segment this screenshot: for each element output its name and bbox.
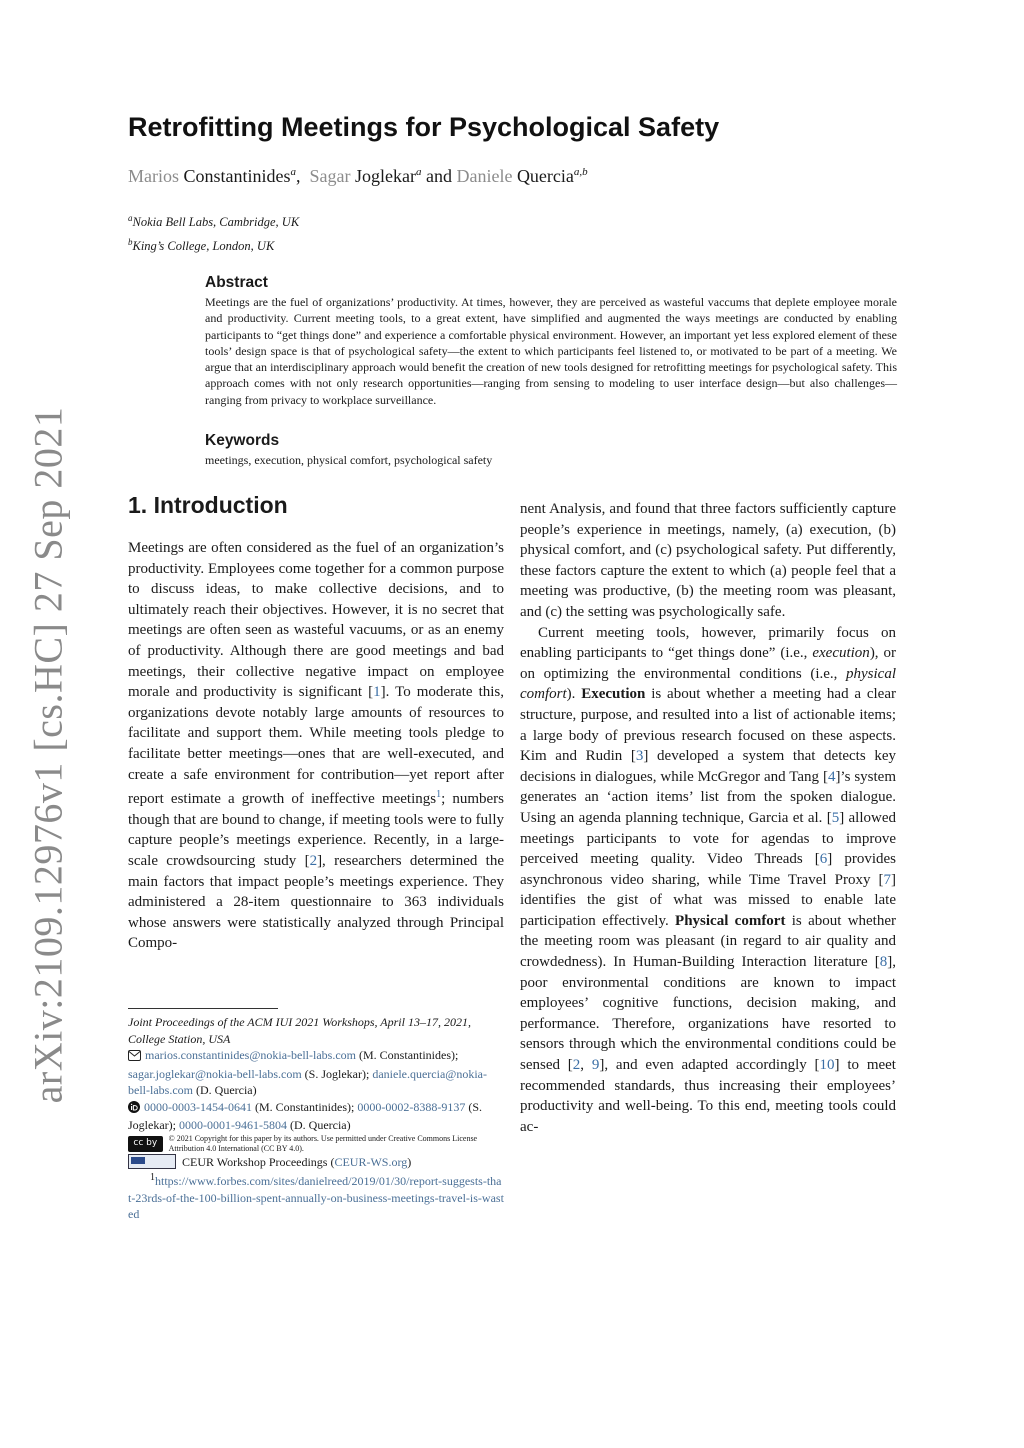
proceedings-note: Joint Proceedings of the ACM IUI 2021 Workshops, April 13–17, 2021, College Station, USA bbox=[128, 1015, 471, 1046]
email-note: marios.constantinides@nokia-bell-labs.com (M. Constantinides); sagar.joglekar@nokia-bell-labs.com (S. Joglekar); daniele.quercia@nokia-bell-labs.com (D. Quercia) bbox=[128, 1048, 487, 1097]
citation-link[interactable]: 3 bbox=[635, 748, 644, 765]
author-1: Marios Constantinides$^a$ bbox=[128, 166, 296, 186]
envelope-icon bbox=[128, 1049, 141, 1066]
ceur-note: CEUR Workshop Proceedings (CEUR-WS.org) bbox=[128, 1154, 504, 1171]
citation-link[interactable]: 2 bbox=[309, 852, 318, 869]
citation-link[interactable]: 6 bbox=[819, 851, 828, 868]
affiliation-list bbox=[128, 208, 299, 256]
abstract-heading: Abstract bbox=[205, 274, 268, 291]
keywords-heading: Keywords bbox=[205, 432, 280, 449]
keywords-text: meetings, execution, physical comfort, psychological safety bbox=[205, 453, 493, 467]
citation-link[interactable]: 9 bbox=[591, 1057, 600, 1074]
orcid-link-constantinides[interactable]: 0000-0003-1454-0641 bbox=[144, 1099, 252, 1114]
forbes-url-link[interactable]: https://www.forbes.com/sites/danielreed/2019/01/30/report-suggests-that-23rds-of-the-100-billion-spent-annually-on-business-meetings-travel-is-wasted bbox=[128, 1174, 504, 1221]
license-note bbox=[128, 1134, 504, 1154]
arxiv-id-label: arXiv:2109.12976v1 [cs.HC] 27 Sep 2021 bbox=[25, 406, 71, 1104]
ceur-link[interactable]: CEUR-WS.org bbox=[334, 1154, 408, 1169]
email-link-quercia[interactable]: daniele.quercia@nokia-bell-labs.com bbox=[128, 1066, 487, 1097]
cc-by-license-badge: cc by bbox=[128, 1136, 163, 1152]
citation-link[interactable]: 1 bbox=[373, 684, 381, 701]
ceur-logo bbox=[128, 1154, 176, 1169]
citation-link[interactable]: 4 bbox=[827, 768, 836, 785]
footnote-divider bbox=[128, 1008, 278, 1009]
orcid-note: 0000-0003-1454-0641 (M. Constantinides); 0000-0002-8388-9137 (S. Joglekar); 0000-0001-9461-5804 (D. Quercia) bbox=[128, 1099, 482, 1132]
orcid-link-joglekar[interactable]: 0000-0002-8388-9137 bbox=[357, 1099, 466, 1114]
author-2: Sagar Joglekar$^a$ bbox=[309, 166, 422, 186]
email-link-joglekar[interactable]: sagar.joglekar@nokia-bell-labs.com bbox=[128, 1066, 302, 1081]
citation-link[interactable]: 8 bbox=[879, 954, 888, 971]
right-column bbox=[520, 499, 896, 1137]
citation-link[interactable]: 7 bbox=[883, 871, 891, 888]
copyright-text: © 2021 Copyright for this paper by its authors. Use permitted under Creative Commons License Attribution 4.0 International (CC BY 4.0). bbox=[168, 1133, 478, 1153]
email-link-constantinides[interactable]: marios.constantinides@nokia-bell-labs.com bbox=[145, 1048, 357, 1062]
orcid-icon bbox=[128, 1101, 140, 1118]
introduction-heading: 1. Introduction bbox=[128, 492, 288, 518]
abstract-text: Meetings are the fuel of organizations’ productivity. At times, however, they are perceived as wasteful vaccums that deplete employee morale and productivity. Current meeting tools, to a great extent, have simplified and augmented the ways meetings are conducted by enabling participants to “get things done” and experience a comfortable physical environment. However, an important yet less explored element of these tools’ design space is that of psychological safety—the extent to which participants feel listened to, or motivated to be part of a meeting. We argue that an interdisciplinary approach would benefit the creation of new tools designed for retrofitting meetings for psychological safety. This approach comes with not only research opportunities—ranging from sensing to modeling to user interface design—but also challenges—ranging from privacy to workplace surveillance. bbox=[205, 295, 897, 407]
abstract-section bbox=[205, 274, 897, 408]
paper-title: Retrofitting Meetings for Psychological Safety bbox=[128, 112, 720, 142]
citation-link[interactable]: 10 bbox=[819, 1057, 835, 1074]
citation-link[interactable]: 2 bbox=[572, 1057, 581, 1074]
footnotes bbox=[128, 1014, 504, 1223]
orcid-link-quercia[interactable]: 0000-0001-9461-5804 bbox=[178, 1118, 287, 1132]
citation-link[interactable]: 5 bbox=[831, 809, 840, 826]
affiliation-b: $^b$King’s College, London, UK bbox=[128, 237, 275, 254]
author-3: Daniele Quercia$^{a,b}$ bbox=[456, 166, 588, 186]
author-list: Marios Constantinides$^a$, Sagar Joglekar$^a$ and Daniele Quercia$^{a,b}$ bbox=[128, 166, 588, 186]
intro-paragraph-1-continued: nent Analysis, and found that three factors sufficiently capture people’s experience in meetings, namely, (a) execution, (b) physical comfort, and (c) psychological safety. Put differently, these factors capture the extent to which (a) people feel that a meeting was productive, (b) the meeting room was pleasant, and (c) the setting was psychologically safe. bbox=[520, 501, 896, 620]
footnote-1: $^1$https://www.forbes.com/sites/danielreed/2019/01/30/report-suggests-that-23rds-of-the-100-billion-spent-annually-on-business-meetings-travel-is-wasted bbox=[128, 1172, 504, 1221]
affiliation-a: $^a$Nokia Bell Labs, Cambridge, UK bbox=[128, 213, 300, 230]
keywords-section bbox=[205, 432, 897, 468]
left-column bbox=[128, 538, 504, 954]
intro-paragraph-2: Current meeting tools, however, primarily focus on enabling participants to “get things done” (i.e., execution), or on optimizing the environmental conditions (i.e., physical comfort). Execution is about whether a meeting had a clear structure, purpose, and resulted into a list of actionable items; a large body of previous research focused on these aspects. Kim and Rudin [3] developed a system that detects key decisions in dialogues, while McGregor and Tang [4]’s system generates an ‘action items’ list from the spoken dialogue. Using an agenda planning technique, Garcia et al. [5] allowed meetings participants to vote for agendas to improve perceived meeting quality. Video Threads [6] provides asynchronous video sharing, while Time Travel Proxy [7] identifies the gist of what was missed to enable late participation effectively. Physical comfort is about whether the meeting room was pleasant (in regard to air quality and crowdedness). In Human-Building Interaction literature [8], poor environmental conditions are known to impact employees’ cognitive functions, decision making, and performance. Therefore, organizations have resorted to sensors through which the environmental conditions could be sensed [2, 9], and even adapted accordingly [10] to meet recommended standards, thus increasing their employees’ productivity and well-being. To this end, meeting tools could ac- bbox=[520, 624, 896, 1135]
footnote-marker[interactable]: 1 bbox=[436, 789, 442, 801]
intro-paragraph-1: Meetings are often considered as the fuel of an organization’s productivity. Employees come together for a common purpose to discuss ideas, to make collective decisions, and to ultimately reach their objectives. However, it is no secret that meetings are often seen as wasteful vacuums, or as an enemy of productivity. Although there are good meetings and bad meetings, their collective negative impact on employee morale and productivity is significant [1]. To moderate this, organizations devote notably large amounts of resources to facilitate and support them. While meeting tools pledge to facilitate better meetings—ones that are well-executed, and create a safe environment for contribution—yet report after report estimate a growth of ineffective meetings$^1$; numbers though that are bound to change, if meeting tools were to fully capture people’s meetings experience. Recently, in a large-scale crowdsourcing study [2], researchers determined the main factors that impact people’s meetings experience. They administered a 28-item questionnaire to 363 individuals whose answers were statistically analyzed through Principal Compo- bbox=[128, 540, 505, 952]
